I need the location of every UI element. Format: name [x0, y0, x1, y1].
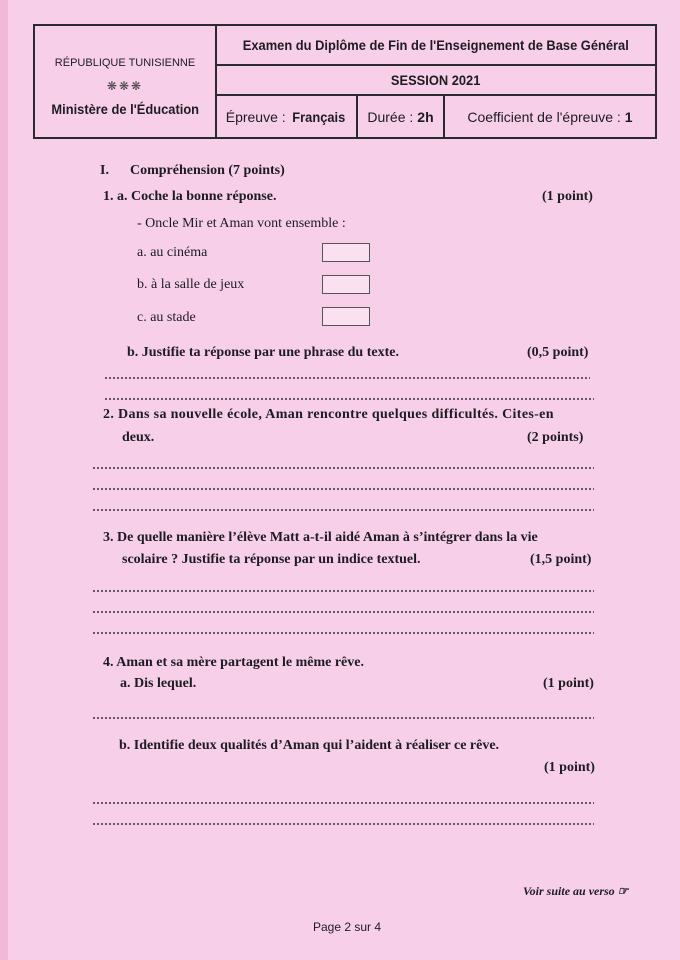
subject-cell [217, 96, 358, 137]
option-a: a. au cinéma [137, 245, 208, 260]
answer-line[interactable] [92, 823, 594, 825]
exam-details-row [217, 96, 655, 137]
answer-line[interactable] [92, 467, 594, 469]
question-3-points: (1,5 point) [530, 552, 592, 567]
duration-label: Durée : [367, 108, 414, 125]
question-1a: 1. a. Coche la bonne réponse. [103, 189, 277, 204]
question-1a-prompt: - Oncle Mir et Aman vont ensemble : [137, 216, 346, 231]
question-3-line1: 3. De quelle manière l’élève Matt a-t-il aidé Aman à s’intégrer dans la vie [103, 530, 538, 545]
option-c-checkbox[interactable] [322, 307, 370, 326]
answer-line[interactable] [104, 377, 590, 379]
option-b-checkbox[interactable] [322, 275, 370, 294]
exam-title: Examen du Diplôme de Fin de l'Enseignement de Base Général [243, 37, 629, 53]
question-4: 4. Aman et sa mère partagent le même rêve. [103, 655, 364, 670]
question-4a: a. Dis lequel. [120, 676, 197, 691]
answer-line[interactable] [92, 717, 594, 719]
answer-line[interactable] [92, 488, 594, 490]
answer-line[interactable] [92, 611, 594, 613]
exam-title-row [217, 26, 655, 66]
answer-line[interactable] [104, 398, 594, 400]
header-ministry-cell [35, 26, 217, 137]
question-2-line2: deux. [122, 430, 155, 445]
answer-line[interactable] [92, 632, 594, 634]
question-2-points: (2 points) [527, 430, 584, 445]
exam-header-table [33, 24, 657, 139]
option-a-checkbox[interactable] [322, 243, 370, 262]
stars-decoration-icon: ❋❋❋ [106, 78, 144, 93]
continue-on-back-note: Voir suite au verso ☞ [523, 884, 629, 898]
section-number: I. [100, 163, 109, 178]
answer-line[interactable] [92, 590, 594, 592]
option-c: c. au stade [137, 310, 196, 325]
answer-line[interactable] [92, 509, 594, 511]
country-name: RÉPUBLIQUE TUNISIENNE [54, 56, 196, 69]
section-title: Compréhension (7 points) [130, 163, 285, 178]
session: SESSION 2021 [391, 72, 481, 88]
page-number: Page 2 sur 4 [313, 920, 382, 934]
question-1a-points: (1 point) [542, 189, 593, 204]
session-row [217, 66, 655, 96]
question-4b-points: (1 point) [544, 760, 595, 775]
answer-line[interactable] [92, 802, 594, 804]
ministry-name: Ministère de l'Éducation [51, 100, 199, 117]
question-1b-points: (0,5 point) [527, 345, 589, 360]
question-1b: b. Justifie ta réponse par une phrase du texte. [127, 345, 399, 360]
header-exam-info [217, 26, 655, 137]
duration-cell [358, 96, 445, 137]
coefficient-value: 1 [624, 108, 633, 125]
question-4b: b. Identifie deux qualités d’Aman qui l’aident à réaliser ce rêve. [119, 738, 500, 753]
page-edge [0, 0, 8, 960]
coefficient-cell [445, 96, 655, 137]
subject-label: Épreuve : [225, 108, 286, 125]
option-b: b. à la salle de jeux [137, 277, 245, 292]
question-2-line1: 2. Dans sa nouvelle école, Aman rencontre quelques difficultés. Cites-en [103, 407, 554, 422]
subject-value: Français [291, 108, 345, 125]
duration-value: 2h [417, 108, 434, 125]
question-3-line2: scolaire ? Justifie ta réponse par un indice textuel. [122, 552, 421, 567]
coefficient-label: Coefficient de l'épreuve : [467, 108, 621, 125]
question-4a-points: (1 point) [543, 676, 594, 691]
